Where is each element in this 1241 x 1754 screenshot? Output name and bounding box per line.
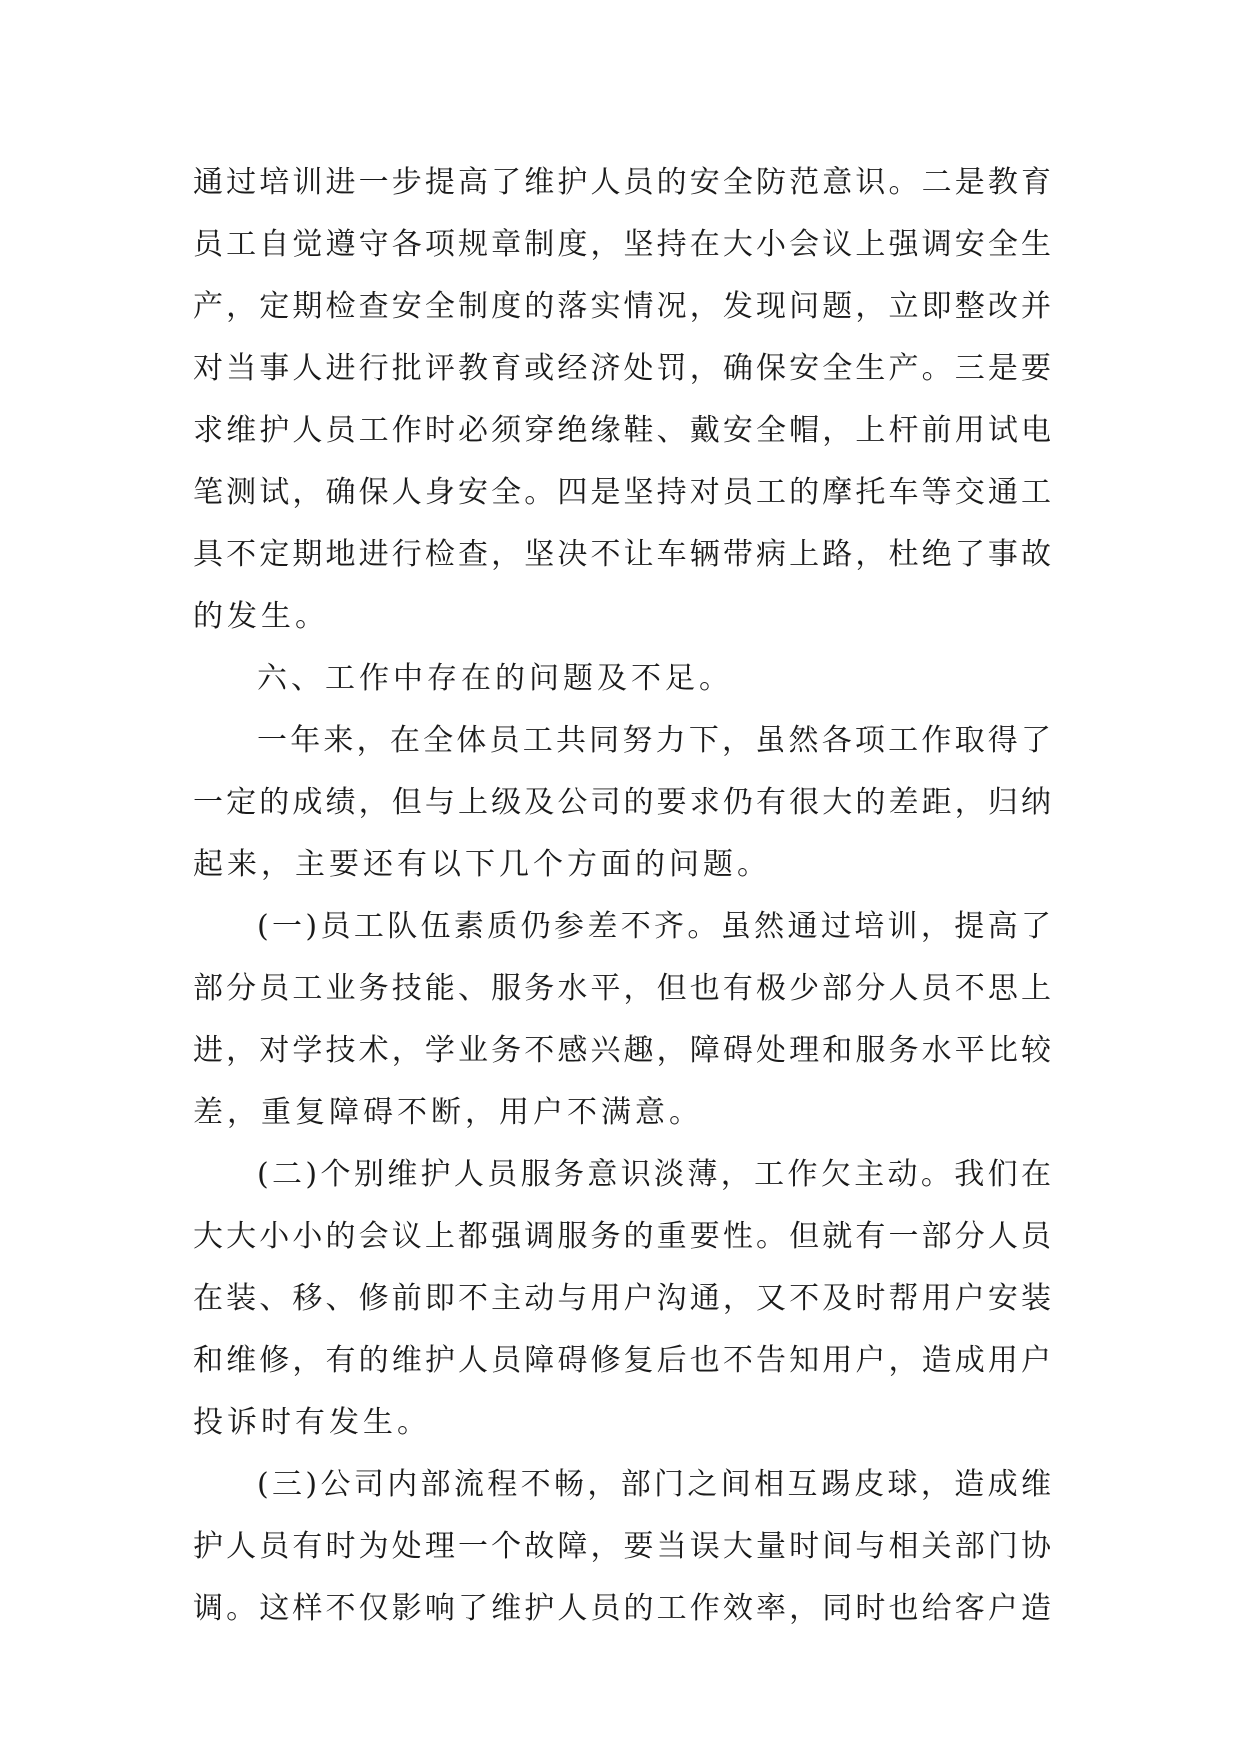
text-line: 员工自觉遵守各项规章制度，坚持在大小会议上强调安全生 [193,227,1051,262]
text-line: 通过培训进一步提高了维护人员的安全防范意识。二是教育 [193,165,1051,200]
text-line: 进，对学技术，学业务不感兴趣，障碍处理和服务水平比较 [193,1033,1051,1068]
text-line: 和维修，有的维护人员障碍修复后也不告知用户，造成用户 [193,1343,1051,1378]
document-page [193,152,1051,1640]
text-line: 的发生。 [193,599,329,634]
text-line: 一定的成绩，但与上级及公司的要求仍有很大的差距，归纳 [193,785,1051,820]
text-line: 调。这样不仅影响了维护人员的工作效率，同时也给客户造 [193,1591,1051,1626]
text-line: (一)员工队伍素质仍参差不齐。虽然通过培训，提高了 [257,909,1051,944]
text-line: 求维护人员工作时必须穿绝缘鞋、戴安全帽，上杆前用试电 [193,413,1051,448]
text-line: 大大小小的会议上都强调服务的重要性。但就有一部分人员 [193,1219,1051,1254]
text-line: 笔测试，确保人身安全。四是坚持对员工的摩托车等交通工 [193,475,1051,510]
text-line: 产，定期检查安全制度的落实情况，发现问题，立即整改并 [193,289,1051,324]
text-line: 具不定期地进行检查，坚决不让车辆带病上路，杜绝了事故 [193,537,1051,572]
text-line: 起来，主要还有以下几个方面的问题。 [193,847,771,882]
section-heading: 六、工作中存在的问题及不足。 [257,661,733,696]
text-line: 对当事人进行批评教育或经济处罚，确保安全生产。三是要 [193,351,1051,386]
text-line: 在装、移、修前即不主动与用户沟通，又不及时帮用户安装 [193,1281,1051,1316]
text-line: (二)个别维护人员服务意识淡薄，工作欠主动。我们在 [257,1157,1051,1192]
text-line: 差，重复障碍不断，用户不满意。 [193,1095,703,1130]
text-line: 部分员工业务技能、服务水平，但也有极少部分人员不思上 [193,971,1051,1006]
text-line: 一年来，在全体员工共同努力下，虽然各项工作取得了 [257,723,1051,758]
text-line: (三)公司内部流程不畅，部门之间相互踢皮球，造成维 [257,1467,1051,1502]
text-line: 投诉时有发生。 [193,1405,431,1440]
text-line: 护人员有时为处理一个故障，要当误大量时间与相关部门协 [193,1529,1051,1564]
